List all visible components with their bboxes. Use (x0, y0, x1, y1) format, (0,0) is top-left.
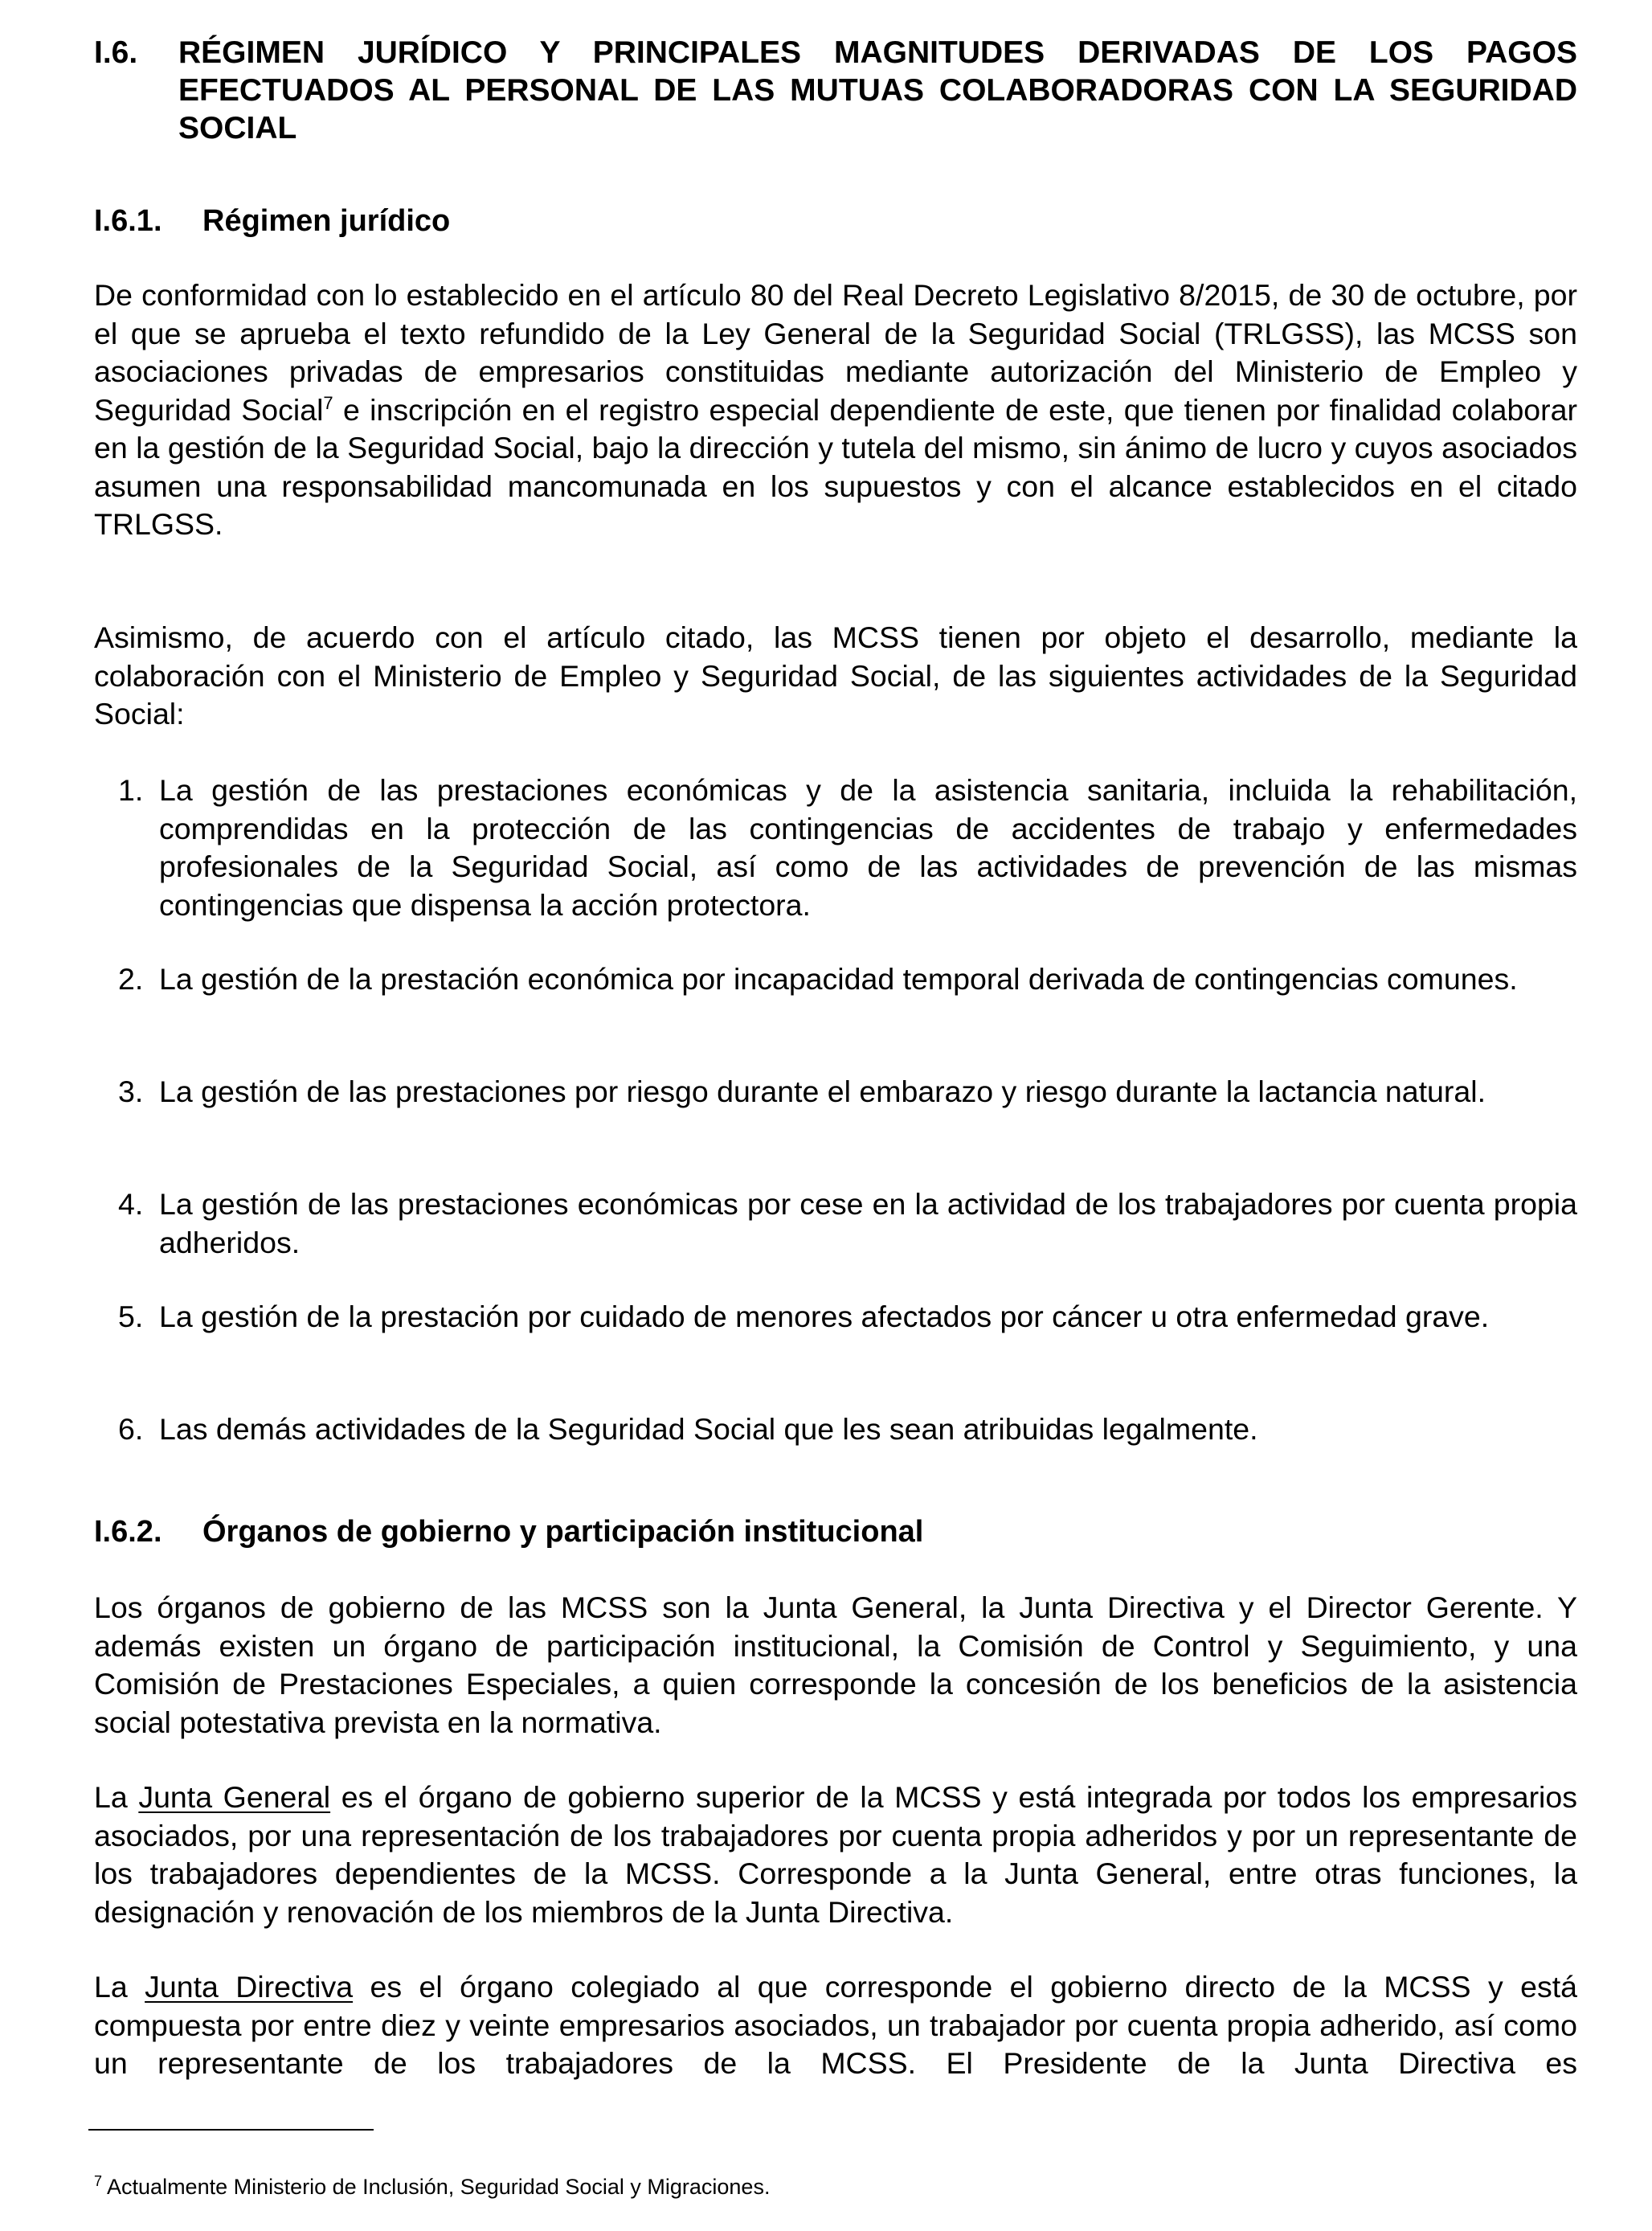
list-text: La gestión de las prestaciones económicas y de la asistencia sanitaria, incluida la rehabilitación, comprendidas en la protección de las contingencias de accidentes de trabajo y enfermedades profesionales de la Seguridad Social, así como de las actividades de prevención de las mismas contingencias que dispensa la acción protectora. (159, 773, 1577, 922)
list-text: Las demás actividades de la Seguridad Social que les sean atribuidas legalmente. (159, 1412, 1258, 1446)
section-title: RÉGIMEN JURÍDICO Y PRINCIPALES MAGNITUDES DERIVADAS DE LOS PAGOS EFECTUADOS AL PERSONAL DE LAS MUTUAS COLABORADORAS CON LA SEGURIDAD SOCIAL (178, 35, 1577, 145)
paragraph-governing-bodies: Los órganos de gobierno de las MCSS son la Junta General, la Junta Directiva y el Director Gerente. Y además existen un órgano de participación institucional, la Comisión de Control y Seguimiento, y una Comisión de Prestaciones Especiales, a quien corresponde la concesión de los beneficios de la asistencia social potestativa prevista en la normativa. (94, 1590, 1577, 1739)
footnote-text: Actualmente Ministerio de Inclusión, Seguridad Social y Migraciones. (102, 2175, 771, 2199)
paragraph-legal-basis (94, 276, 1577, 544)
subsection-title: Régimen jurídico (202, 204, 451, 238)
subsection-number: I.6.2. (94, 1515, 162, 1549)
list-text: La gestión de las prestaciones económicas por cese en la actividad de los trabajadores por cuenta propia adheridos. (159, 1187, 1577, 1259)
footnote-separator (88, 2129, 374, 2131)
subsection-heading-1 (94, 203, 1577, 240)
paragraph-text: La (94, 1970, 145, 2004)
list-text: La gestión de la prestación por cuidado de menores afectados por cáncer u otra enfermedad grave. (159, 1300, 1490, 1333)
list-item (94, 1073, 1577, 1111)
list-number: 6. (118, 1412, 144, 1446)
paragraph-text: es el órgano de gobierno superior de la MCSS y está integrada por todos los empresarios asociados, por una representación de los trabajadores por cuenta propia adheridos y por un representante de los trabajadores dependientes de la MCSS. Corresponde a la Junta General, entre otras funciones, la designación y renovación de los miembros de la Junta Directiva. (94, 1780, 1577, 1929)
subsection-number: I.6.1. (94, 204, 162, 238)
list-number: 2. (118, 962, 144, 996)
term-junta-general: Junta General (138, 1780, 331, 1814)
paragraph-junta-general (94, 1779, 1577, 1931)
list-number: 5. (118, 1300, 144, 1333)
subsection-title: Órganos de gobierno y participación institucional (202, 1515, 924, 1549)
footnote-number: 7 (94, 2173, 103, 2189)
paragraph-text: De conformidad con lo establecido en el artículo 80 del Real Decreto Legislativo 8/2015, de 30 de octubre, por el que se aprueba el texto refundido de la Ley General de la Seguridad Social (TRLGSS), las MCSS son asociaciones privadas de empresarios constituidas mediante autorización del Ministerio de Empleo y Seguridad Social (94, 278, 1577, 427)
paragraph-objectives: Asimismo, de acuerdo con el artículo citado, las MCSS tienen por objeto el desarrollo, mediante la colaboración con el Ministerio de Empleo y Seguridad Social, de las siguientes actividades de la Seguridad Social: (94, 620, 1577, 731)
list-item (94, 960, 1577, 999)
paragraph-text: e inscripción en el registro especial dependiente de este, que tienen por finalidad colaborar en la gestión de la Seguridad Social, bajo la dirección y tutela del mismo, sin ánimo de lucro y cuyos asociados asumen una responsabilidad mancomunada en los supuestos y con el alcance establecidos en el citado TRLGSS. (94, 392, 1577, 541)
list-item (94, 1410, 1577, 1449)
list-text: La gestión de la prestación económica por incapacidad temporal derivada de contingencias comunes. (159, 962, 1518, 996)
paragraph-junta-directiva (94, 1968, 1577, 2083)
list-number: 4. (118, 1187, 144, 1221)
paragraph-text: es el órgano colegiado al que corresponde el gobierno directo de la MCSS y está compuesta por entre diez y veinte empresarios asociados, un trabajador por cuenta propia adherido, así como un representante de los trabajadores de la MCSS. El Presidente de la Junta Directiva es (94, 1970, 1577, 2080)
list-item (94, 772, 1577, 924)
term-junta-directiva: Junta Directiva (145, 1970, 354, 2004)
section-number: I.6. (94, 35, 138, 70)
section-heading (94, 34, 1577, 147)
list-number: 1. (118, 773, 144, 807)
footnote (94, 2173, 1577, 2200)
footnote-reference[interactable]: 7 (323, 392, 333, 413)
subsection-heading-2 (94, 1513, 1577, 1551)
list-number: 3. (118, 1075, 144, 1108)
list-text: La gestión de las prestaciones por riesgo durante el embarazo y riesgo durante la lactancia natural. (159, 1075, 1486, 1108)
list-item (94, 1298, 1577, 1337)
paragraph-text: La (94, 1780, 139, 1814)
list-item (94, 1185, 1577, 1262)
